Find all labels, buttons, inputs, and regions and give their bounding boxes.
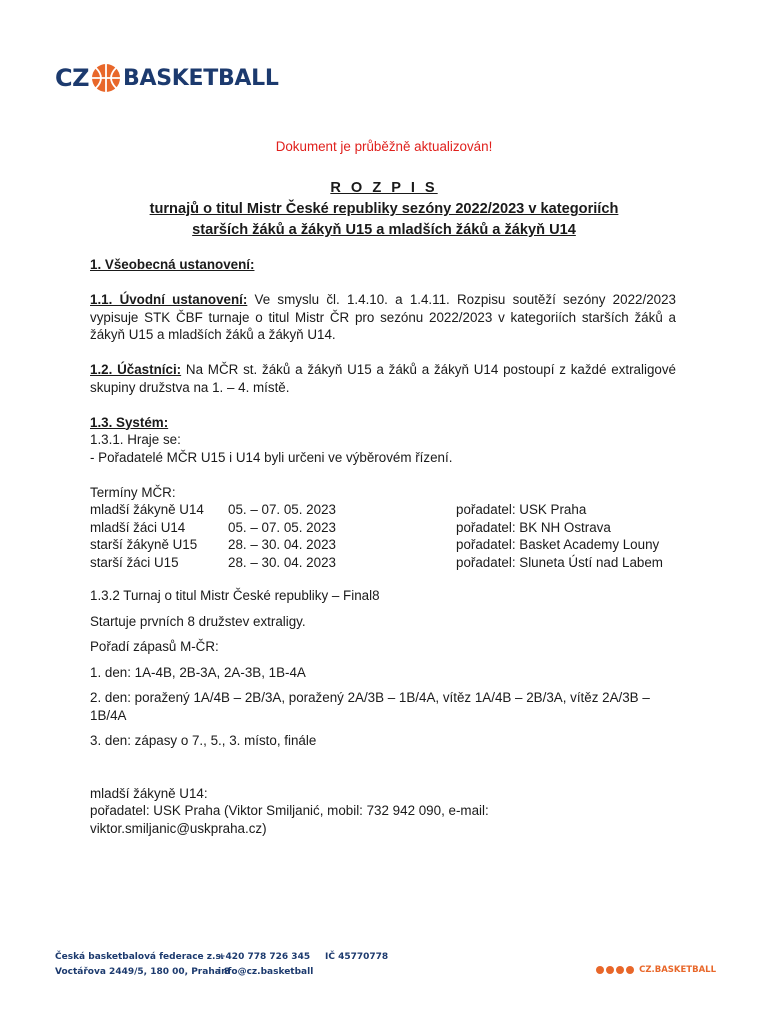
table-row [90,536,663,554]
term-category: starší žákyně U15 [90,537,198,552]
term-dates: 28. – 30. 04. 2023 [228,554,336,570]
term-dates: 28. – 30. 04. 2023 [228,537,336,552]
link-icon[interactable] [626,966,634,974]
term-organizer: pořadatel: BK NH Ostrava [456,519,611,535]
term-category: mladší žákyně U14 [90,502,204,517]
terms-table [90,501,663,571]
title-line-1: turnajů o titul Mistr České republiky sezóny 2022/2023 v kategoriích [149,201,619,217]
contact-category: mladší žákyně U14: [90,785,208,801]
terms-title: Termíny MČR: [90,484,176,500]
section-1-1-text: Ve smyslu čl. 1.4.10. a 1.4.11. Rozpisu soutěží sezóny 2022/2023 vypisuje STK ČBF turnaje o titul Mistr ČR pro sezónu 2022/2023 v kategoriích starších žáků a žákyň U15 a mladších žáků a žákyň U14. [90,292,676,342]
document-body [90,256,676,837]
final8-day3: 3. den: zápasy o 7., 5., 3. místo, finále [90,733,317,748]
section-1-2-label: 1.2. Účastníci: [90,362,182,377]
title-line-2: starších žáků a žákyň U15 a mladších žáků a žákyň U14 [192,222,576,238]
logo-basketball-text: BASKETBALL [123,65,279,91]
cz-basketball-logo [55,62,279,94]
footer-address: Voctářova 2449/5, 180 00, Praha 8 [55,967,231,977]
term-organizer: pořadatel: USK Praha [456,502,587,517]
section-1-heading: 1. Všeobecná ustanovení: [90,257,255,272]
term-category: mladší žáci U14 [90,519,186,535]
footer-brand[interactable]: CZ.BASKETBALL [639,965,716,975]
footer-org: Česká basketbalová federace z.s. [55,952,225,962]
footer-email[interactable]: info@cz.basketball [218,967,314,977]
basketball-icon [90,62,122,94]
term-category: starší žáci U15 [90,554,179,570]
instagram-icon[interactable] [606,966,614,974]
update-notice: Dokument je průběžně aktualizován! [275,139,493,154]
table-row [90,519,663,537]
final8-day2: 2. den: poražený 1A/4B – 2B/3A, poražený 2A/3B – 1B/4A, vítěz 1A/4B – 2B/3A, vítěz 2A/3B – 1B/4A [90,690,650,723]
term-dates: 05. – 07. 05. 2023 [228,502,336,517]
term-organizer: pořadatel: Basket Academy Louny [456,537,660,552]
footer-social [596,965,716,975]
term-organizer: pořadatel: Sluneta Ústí nad Labem [456,554,663,570]
section-1-1-label: 1.1. Úvodní ustanovení: [90,292,248,307]
youtube-icon[interactable] [616,966,624,974]
section-1-3-1: 1.3.1. Hraje se: [90,432,181,447]
title-heading: R O Z P I S [330,180,438,196]
section-1-3-1-line: - Pořadatelé MČR U15 i U14 byli určeni ve výběrovém řízení. [90,449,453,465]
footer-phone: +420 778 726 345 [218,952,311,962]
term-dates: 05. – 07. 05. 2023 [228,519,336,535]
footer-ic: IČ 45770778 [325,952,389,962]
table-row [90,501,663,519]
final8-title: 1.3.2 Turnaj o titul Mistr České republiky – Final8 [90,588,380,603]
section-1-2-text: Na MČR st. žáků a žákyň U15 a žáků a žákyň U14 postoupí z každé extraligové skupiny družstva na 1. – 4. místě. [90,362,676,395]
facebook-icon[interactable] [596,966,604,974]
section-1-1 [90,291,676,344]
final8-day1: 1. den: 1A-4B, 2B-3A, 2A-3B, 1B-4A [90,664,306,680]
logo-cz-text: CZ [55,64,90,92]
final8-order: Pořadí zápasů M-ČR: [90,639,219,654]
document-title [0,178,768,241]
table-row [90,554,663,572]
contact-line-1: pořadatel: USK Praha (Viktor Smiljanić, mobil: 732 942 090, e-mail: [90,803,489,818]
section-1-3-label: 1.3. Systém: [90,414,169,430]
final8-start: Startuje prvních 8 družstev extraligy. [90,613,306,629]
contact-line-2: viktor.smiljanic@uskpraha.cz) [90,820,267,836]
section-1-2 [90,361,676,396]
